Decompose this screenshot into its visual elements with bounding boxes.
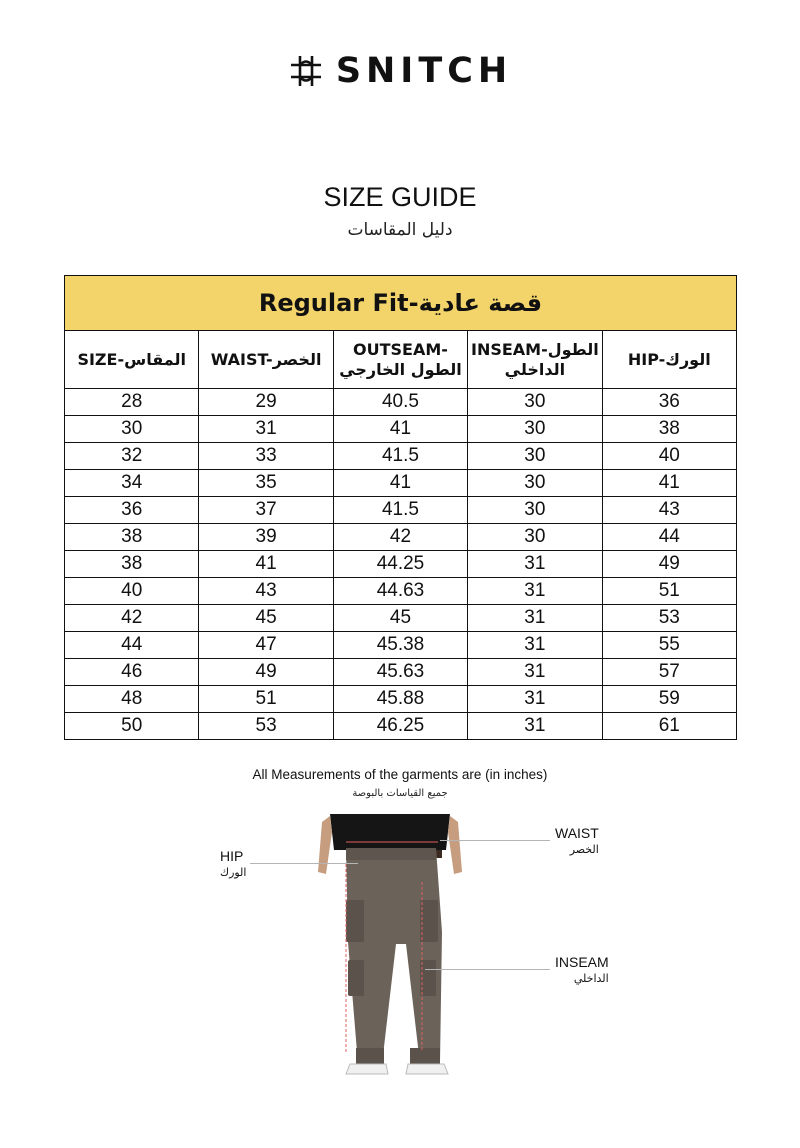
brand-name: SNITCH: [335, 51, 513, 91]
table-cell: 43: [602, 497, 736, 524]
table-row: [65, 470, 737, 497]
waist-guide-line: [440, 840, 550, 841]
table-cell: 36: [65, 497, 199, 524]
table-cell: 38: [602, 416, 736, 443]
table-cell: 40: [602, 443, 736, 470]
table-cell: 46: [65, 659, 199, 686]
hip-label-arabic: الورك: [220, 866, 247, 879]
table-cell: 43: [199, 578, 333, 605]
table-row: [65, 605, 737, 632]
table-row: [65, 713, 737, 740]
table-cell: 41: [199, 551, 333, 578]
table-cell: 53: [199, 713, 333, 740]
table-cell: 35: [199, 470, 333, 497]
table-cell: 41: [333, 470, 467, 497]
inseam-callout: [555, 954, 609, 985]
inseam-guide-line: [425, 969, 550, 970]
column-header-hip: HIP-الورك: [602, 331, 736, 389]
table-cell: 40.5: [333, 389, 467, 416]
table-cell: 30: [468, 524, 602, 551]
table-cell: 30: [468, 470, 602, 497]
table-cell: 44.63: [333, 578, 467, 605]
table-cell: 30: [468, 416, 602, 443]
table-cell: 37: [199, 497, 333, 524]
table-cell: 36: [602, 389, 736, 416]
table-cell: 44.25: [333, 551, 467, 578]
table-cell: 30: [468, 389, 602, 416]
table-cell: 30: [468, 443, 602, 470]
table-cell: 48: [65, 686, 199, 713]
table-cell: 51: [602, 578, 736, 605]
table-cell: 42: [65, 605, 199, 632]
table-row: [65, 497, 737, 524]
table-cell: 45.38: [333, 632, 467, 659]
table-cell: 49: [602, 551, 736, 578]
table-cell: 57: [602, 659, 736, 686]
inseam-label-arabic: الداخلي: [573, 972, 609, 985]
column-header-inseam: INSEAM-الطول الداخلي: [468, 331, 602, 389]
table-cell: 31: [199, 416, 333, 443]
table-cell: 34: [65, 470, 199, 497]
table-cell: 31: [468, 686, 602, 713]
table-cell: 44: [602, 524, 736, 551]
table-cell: 59: [602, 686, 736, 713]
table-cell: 41: [333, 416, 467, 443]
table-cell: 42: [333, 524, 467, 551]
table-cell: 47: [199, 632, 333, 659]
table-cell: 31: [468, 713, 602, 740]
table-cell: 45: [199, 605, 333, 632]
hip-callout: [220, 848, 246, 879]
table-row: [65, 686, 737, 713]
table-row: [65, 443, 737, 470]
table-cell: 61: [602, 713, 736, 740]
size-chart-table: [64, 275, 737, 740]
table-cell: 31: [468, 659, 602, 686]
table-cell: 41: [602, 470, 736, 497]
table-row: [65, 578, 737, 605]
table-row: [65, 389, 737, 416]
page-title: SIZE GUIDE: [323, 182, 477, 212]
column-header-outseam: OUTSEAM- الطول الخارجي: [333, 331, 467, 389]
waist-callout: [555, 825, 599, 856]
table-cell: 38: [65, 524, 199, 551]
column-header-size: SIZE-المقاس: [65, 331, 199, 389]
brand-logo: [0, 50, 800, 92]
table-cell: 45: [333, 605, 467, 632]
measurement-note-arabic: جميع القياسات بالبوصة: [352, 788, 448, 799]
table-row: [65, 632, 737, 659]
table-cell: 30: [65, 416, 199, 443]
table-cell: 45.63: [333, 659, 467, 686]
table-cell: 40: [65, 578, 199, 605]
table-cell: 31: [468, 632, 602, 659]
table-row: [65, 659, 737, 686]
page-subtitle-arabic: دليل المقاسات: [347, 220, 453, 240]
measurement-note: All Measurements of the garments are (in inches): [252, 767, 548, 782]
table-cell: 33: [199, 443, 333, 470]
table-cell: 31: [468, 605, 602, 632]
table-cell: 53: [602, 605, 736, 632]
table-cell: 45.88: [333, 686, 467, 713]
table-cell: 50: [65, 713, 199, 740]
table-cell: 31: [468, 578, 602, 605]
waist-label: WAIST: [555, 825, 599, 841]
table-cell: 29: [199, 389, 333, 416]
inseam-label: INSEAM: [555, 954, 609, 970]
waist-label-arabic: الخصر: [569, 843, 599, 856]
table-cell: 49: [199, 659, 333, 686]
table-cell: 39: [199, 524, 333, 551]
table-cell: 41.5: [333, 497, 467, 524]
hip-label: HIP: [220, 848, 244, 864]
size-table-body: [65, 389, 737, 740]
hip-guide-line: [250, 863, 358, 864]
table-cell: 30: [468, 497, 602, 524]
table-cell: 31: [468, 551, 602, 578]
table-cell: 28: [65, 389, 199, 416]
table-row: [65, 524, 737, 551]
table-cell: 55: [602, 632, 736, 659]
fit-header: Regular Fit-قصة عادية: [65, 276, 737, 331]
table-cell: 51: [199, 686, 333, 713]
snitch-logo-icon: [288, 53, 324, 89]
table-row: [65, 551, 737, 578]
table-row: [65, 416, 737, 443]
table-cell: 44: [65, 632, 199, 659]
table-cell: 38: [65, 551, 199, 578]
column-header-waist: WAIST-الخصر: [199, 331, 333, 389]
table-cell: 41.5: [333, 443, 467, 470]
table-cell: 46.25: [333, 713, 467, 740]
table-cell: 32: [65, 443, 199, 470]
